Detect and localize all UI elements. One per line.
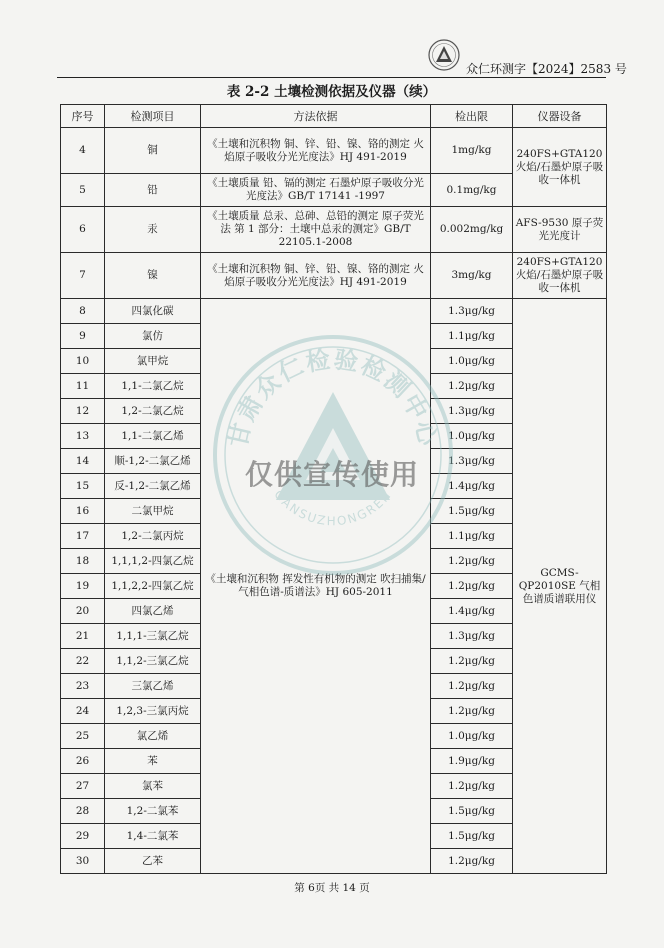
row-limit: 1.3μg/kg <box>431 624 513 649</box>
row-limit: 1.0μg/kg <box>431 424 513 449</box>
row-no: 6 <box>61 207 105 253</box>
page-number: 第 6页 共 14 页 <box>294 882 370 894</box>
row-limit: 1.0μg/kg <box>431 724 513 749</box>
row-item: 三氯乙烯 <box>105 674 201 699</box>
row-item: 铅 <box>105 174 201 207</box>
row-limit: 1.2μg/kg <box>431 699 513 724</box>
row-limit: 1.2μg/kg <box>431 549 513 574</box>
row-item: 镍 <box>105 253 201 299</box>
row-item: 四氯乙烯 <box>105 599 201 624</box>
row-limit: 1.9μg/kg <box>431 749 513 774</box>
row-limit: 1mg/kg <box>431 128 513 174</box>
row-no: 8 <box>61 299 105 324</box>
document-number: 众仁环测字【2024】2583 号 <box>466 62 627 76</box>
row-limit: 1.0μg/kg <box>431 349 513 374</box>
row-item: 氯甲烷 <box>105 349 201 374</box>
row-item: 二氯甲烷 <box>105 499 201 524</box>
row-item: 四氯化碳 <box>105 299 201 324</box>
col-header-method: 方法依据 <box>201 105 431 128</box>
row-no: 29 <box>61 824 105 849</box>
row-item: 1,4-二氯苯 <box>105 824 201 849</box>
row-limit: 1.2μg/kg <box>431 374 513 399</box>
row-no: 28 <box>61 799 105 824</box>
table-row <box>61 128 607 174</box>
row-method: 《土壤和沉积物 铜、锌、铅、镍、铬的测定 火焰原子吸收分光光度法》HJ 491-2019 <box>201 128 431 174</box>
col-header-limit: 检出限 <box>431 105 513 128</box>
table-row <box>61 207 607 253</box>
row-limit: 1.5μg/kg <box>431 824 513 849</box>
row-no: 21 <box>61 624 105 649</box>
row-item: 1,1,2,2-四氯乙烷 <box>105 574 201 599</box>
row-limit: 1.3μg/kg <box>431 449 513 474</box>
row-limit: 1.1μg/kg <box>431 524 513 549</box>
header-rule <box>57 77 606 78</box>
voc-method: 《土壤和沉积物 挥发性有机物的测定 吹扫捕集/气相色谱-质谱法》HJ 605-2011 <box>201 299 431 874</box>
row-instrument: AFS-9530 原子荧光光度计 <box>513 207 607 253</box>
row-method: 《土壤质量 铅、镉的测定 石墨炉原子吸收分光光度法》GB/T 17141 -1997 <box>201 174 431 207</box>
row-no: 17 <box>61 524 105 549</box>
seal-text-top: 甘肃众仁检验检测中心 <box>223 345 443 450</box>
row-no: 13 <box>61 424 105 449</box>
row-no: 15 <box>61 474 105 499</box>
voc-instrument: GCMS-QP2010SE 气相色谱质谱联用仪 <box>513 299 607 874</box>
col-header-no: 序号 <box>61 105 105 128</box>
row-item: 1,1-二氯乙烯 <box>105 424 201 449</box>
row-limit: 1.5μg/kg <box>431 499 513 524</box>
row-item: 汞 <box>105 207 201 253</box>
row-limit: 1.2μg/kg <box>431 574 513 599</box>
row-item: 1,1,1,2-四氯乙烷 <box>105 549 201 574</box>
row-item: 1,2-二氯苯 <box>105 799 201 824</box>
promo-watermark-text: 仅供宣传使用 <box>244 458 419 491</box>
row-item: 反-1,2-二氯乙烯 <box>105 474 201 499</box>
row-item: 1,2-二氯丙烷 <box>105 524 201 549</box>
row-limit: 1.2μg/kg <box>431 774 513 799</box>
row-no: 30 <box>61 849 105 874</box>
row-limit: 1.1μg/kg <box>431 324 513 349</box>
row-no: 7 <box>61 253 105 299</box>
row-limit: 3mg/kg <box>431 253 513 299</box>
row-limit: 1.3μg/kg <box>431 399 513 424</box>
col-header-item: 检测项目 <box>105 105 201 128</box>
row-method: 《土壤和沉积物 铜、锌、铅、镍、铬的测定 火焰原子吸收分光光度法》HJ 491-2019 <box>201 253 431 299</box>
row-limit: 0.1mg/kg <box>431 174 513 207</box>
row-no: 24 <box>61 699 105 724</box>
row-limit: 1.5μg/kg <box>431 799 513 824</box>
row-no: 16 <box>61 499 105 524</box>
row-limit: 1.2μg/kg <box>431 649 513 674</box>
row-limit: 1.2μg/kg <box>431 674 513 699</box>
table-row <box>61 253 607 299</box>
row-item: 氯仿 <box>105 324 201 349</box>
row-item: 铜 <box>105 128 201 174</box>
row-method: 《土壤质量 总汞、总砷、总铅的测定 原子荧光法 第 1 部分：土壤中总汞的测定》GB/T 22105.1-2008 <box>201 207 431 253</box>
row-no: 10 <box>61 349 105 374</box>
row-item: 乙苯 <box>105 849 201 874</box>
row-limit: 1.4μg/kg <box>431 474 513 499</box>
row-item: 苯 <box>105 749 201 774</box>
row-no: 14 <box>61 449 105 474</box>
table-row <box>61 299 607 324</box>
row-no: 27 <box>61 774 105 799</box>
col-header-instrument: 仪器设备 <box>513 105 607 128</box>
row-no: 19 <box>61 574 105 599</box>
row-instrument: 240FS+GTA120 火焰/石墨炉原子吸收一体机 <box>513 128 607 207</box>
row-item: 顺-1,2-二氯乙烯 <box>105 449 201 474</box>
row-no: 9 <box>61 324 105 349</box>
table-title: 表 2-2 土壤检测依据及仪器（续） <box>226 84 437 100</box>
row-no: 26 <box>61 749 105 774</box>
row-item: 氯乙烯 <box>105 724 201 749</box>
row-no: 12 <box>61 399 105 424</box>
row-limit: 0.002mg/kg <box>431 207 513 253</box>
row-no: 22 <box>61 649 105 674</box>
row-item: 1,1,2-三氯乙烷 <box>105 649 201 674</box>
row-no: 20 <box>61 599 105 624</box>
row-item: 1,2,3-三氯丙烷 <box>105 699 201 724</box>
row-no: 18 <box>61 549 105 574</box>
row-item: 1,2-二氯乙烷 <box>105 399 201 424</box>
row-no: 4 <box>61 128 105 174</box>
company-logo-icon <box>424 38 464 72</box>
row-no: 11 <box>61 374 105 399</box>
row-limit: 1.2μg/kg <box>431 849 513 874</box>
row-instrument: 240FS+GTA120 火焰/石墨炉原子吸收一体机 <box>513 253 607 299</box>
row-no: 23 <box>61 674 105 699</box>
table-header-row <box>61 105 607 128</box>
row-item: 氯苯 <box>105 774 201 799</box>
row-no: 25 <box>61 724 105 749</box>
row-limit: 1.4μg/kg <box>431 599 513 624</box>
row-no: 5 <box>61 174 105 207</box>
row-limit: 1.3μg/kg <box>431 299 513 324</box>
row-item: 1,1,1-三氯乙烷 <box>105 624 201 649</box>
row-item: 1,1-二氯乙烷 <box>105 374 201 399</box>
seal-text-bottom: GANSUZHONGREN <box>271 487 395 529</box>
